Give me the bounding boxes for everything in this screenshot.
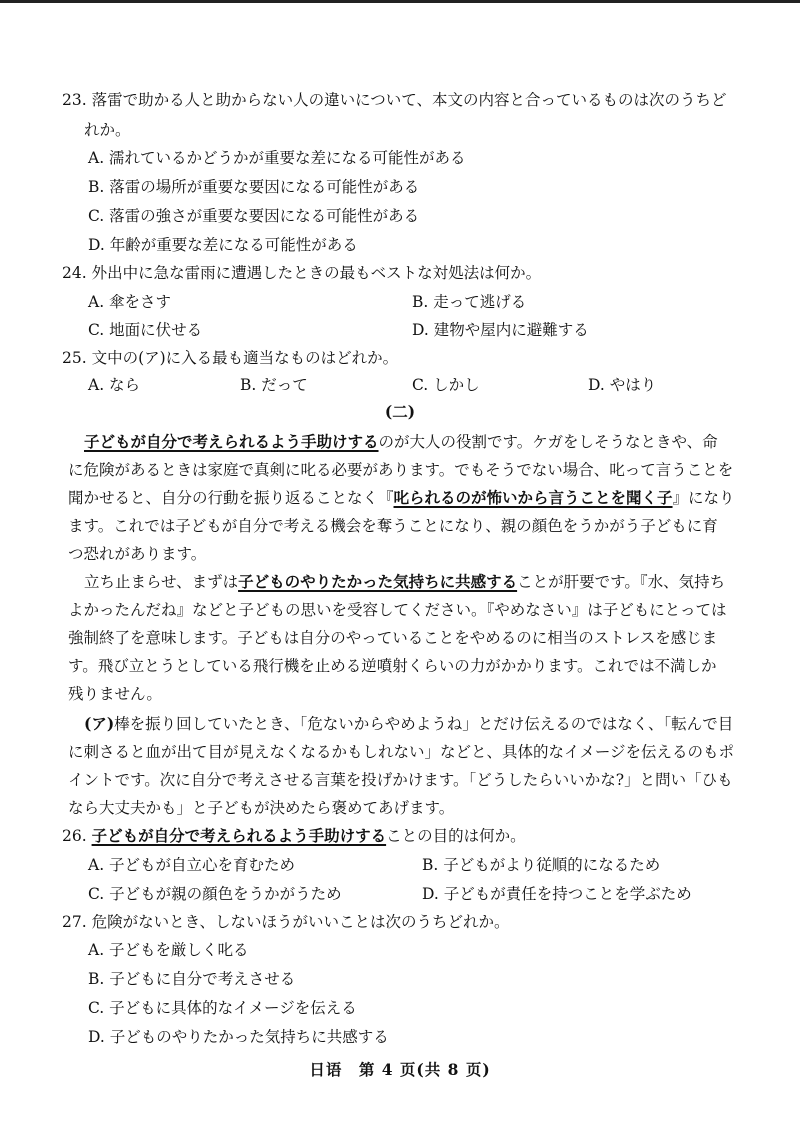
passage-text: 立ち止まらせ、まずは [84,573,239,591]
q24-option-b: B. 走って逃げる [412,293,527,311]
q24-stem: 24. 外出中に急な雷雨に遭遇したときの最もベストな対処法は何か。 [62,264,542,282]
q24-option-a: A. 傘をさす [88,293,172,311]
passage-p2-line2: よかったんだね』などと子どもの思いを受容してください。『やめなさい』は子どもにとっては [68,601,727,619]
top-border [0,0,800,3]
question-number: 26. [62,827,92,845]
passage-text: 棒を振り回していたとき、「危ないからやめようね」とだけ伝えるのではなく、「転んで目 [114,715,734,733]
underlined-phrase-3: 子どものやりたかった気持ちに共感する [238,572,518,591]
passage-text: 』になり [672,489,735,507]
section-title: (二) [384,402,416,421]
q26-option-d: D. 子どもが責任を持つことを学ぶため [422,885,692,903]
passage-text: ことが肝要です。『水、気持ち [517,573,726,591]
q23-option-a: A. 濡れているかどうかが重要な差になる可能性がある [88,149,466,167]
passage-p2-line3: 強制終了を意味します。子どもは自分のやっていることをやめるのに相当のストレスを感じま [68,629,718,647]
q27-option-a: A. 子どもを厳しく叱る [88,941,249,959]
passage-p2-line5: 残りません。 [68,685,162,703]
q27-option-b: B. 子どもに自分で考えさせる [88,970,296,988]
passage-p1-line1 [84,432,718,452]
underlined-phrase-1: 子どもが自分で考えられるよう手助けする [84,432,379,451]
q25-option-a: A. なら [88,376,141,394]
passage-p1-line2: に危険があるときは家庭で真剣に叱る必要があります。でもそうでない場合、叱って言うことを [68,461,734,479]
q25-option-c: C. しかし [412,376,480,394]
q23-stem: 23. 落雷で助かる人と助からない人の違いについて、本文の内容と合っているものは次のうちど [62,91,727,109]
q26-underlined-phrase: 子どもが自分で考えられるよう手助けする [91,826,387,845]
passage-p2-line4: す。飛び立とうとしている飛行機を止める逆噴射くらいの力がかかります。これでは不満しか [68,657,717,675]
question-text: ことの目的は何か。 [386,827,526,845]
passage-text: 聞かせると、自分の行動を振り返ることなく『 [68,489,394,507]
q25-option-d: D. やはり [588,376,657,394]
q25-stem: 25. 文中の(ア)に入る最も適当なものはどれか。 [62,349,399,367]
q26-stem [62,826,526,846]
q27-stem: 27. 危険がないとき、しないほうがいいことは次のうちどれか。 [62,913,510,931]
q27-option-c: C. 子どもに具体的なイメージを伝える [88,999,357,1017]
q23-option-b: B. 落雷の場所が重要な要因になる可能性がある [88,178,420,196]
q27-option-d: D. 子どものやりたかった気持ちに共感する [88,1028,389,1046]
blank-marker: (ア) [84,714,115,733]
q25-option-b: B. だって [240,376,308,394]
passage-p3-line2: に刺さると血が出て目が見えなくなるかもしれない」などと、具体的なイメージを伝えるのもポ [68,743,735,761]
passage-text: のが大人の役割です。ケガをしそうなときや、命 [378,433,718,451]
q24-option-c: C. 地面に伏せる [88,321,203,339]
q26-option-c: C. 子どもが親の顔色をうかがうため [88,885,342,903]
passage-p3-line3: イントです。次に自分で考えさせる言葉を投げかけます。「どうしたらいいかな?」と問い「ひも [68,771,733,789]
passage-p1-line3 [68,488,735,508]
underlined-phrase-2: 叱られるのが怖いから言うことを聞く子 [393,488,673,507]
q23-option-d: D. 年齢が重要な差になる可能性がある [88,236,358,254]
passage-p3-line1 [84,714,733,734]
passage-p2-line1 [84,572,725,592]
page-footer: 日语 第 4 页(共 8 页) [309,1060,491,1079]
q23-stem-cont: れか。 [84,121,131,139]
passage-p1-line5: つ恐れがあります。 [68,545,207,563]
q24-option-d: D. 建物や屋内に避難する [412,321,589,339]
q26-option-b: B. 子どもがより従順的になるため [422,856,661,874]
q26-option-a: A. 子どもが自立心を育むため [88,856,296,874]
q23-option-c: C. 落雷の強さが重要な要因になる可能性がある [88,207,420,225]
passage-p3-line4: なら大丈夫かも」と子どもが決めたら褒めてあげます。 [68,799,455,817]
passage-p1-line4: ます。これでは子どもが自分で考える機会を奪うことになり、親の顔色をうかがう子どもに育 [68,517,718,535]
